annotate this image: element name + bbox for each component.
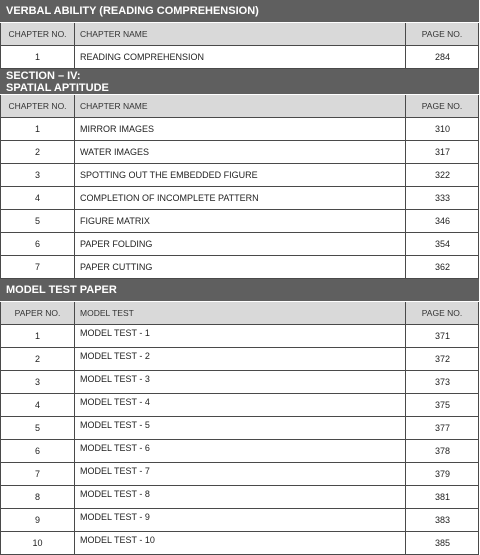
table-row <box>0 394 479 417</box>
header-paper-no: PAPER NO. <box>0 302 75 324</box>
table-row <box>0 210 479 233</box>
row-number: 2 <box>0 348 75 370</box>
row-number: 7 <box>0 256 75 278</box>
row-number: 1 <box>0 118 75 140</box>
row-page: 322 <box>406 164 479 186</box>
row-number: 7 <box>0 463 75 485</box>
section-title-model: MODEL TEST PAPER <box>0 279 479 302</box>
row-title: MODEL TEST - 9 <box>75 509 406 531</box>
row-title: MODEL TEST - 6 <box>75 440 406 462</box>
row-page: 383 <box>406 509 479 531</box>
row-title: FIGURE MATRIX <box>75 210 406 232</box>
table-row <box>0 187 479 210</box>
header-chapter-name: CHAPTER NAME <box>75 23 406 45</box>
table-row <box>0 509 479 532</box>
row-page: 377 <box>406 417 479 439</box>
row-title: MODEL TEST - 1 <box>75 325 406 347</box>
row-page: 310 <box>406 118 479 140</box>
row-number: 4 <box>0 187 75 209</box>
table-row <box>0 440 479 463</box>
row-page: 381 <box>406 486 479 508</box>
row-title: COMPLETION OF INCOMPLETE PATTERN <box>75 187 406 209</box>
row-number: 5 <box>0 417 75 439</box>
section-title-spatial-line2: SPATIAL APTITUDE <box>6 82 109 94</box>
header-page-no: PAGE NO. <box>406 23 479 45</box>
section-title-verbal: VERBAL ABILITY (READING COMPREHENSION) <box>0 0 479 23</box>
row-number: 5 <box>0 210 75 232</box>
section-title-spatial-line1: SECTION – IV: <box>6 70 81 82</box>
row-number: 2 <box>0 141 75 163</box>
row-page: 317 <box>406 141 479 163</box>
row-title: MODEL TEST - 8 <box>75 486 406 508</box>
row-page: 354 <box>406 233 479 255</box>
table-row <box>0 141 479 164</box>
row-title: PAPER CUTTING <box>75 256 406 278</box>
row-page: 362 <box>406 256 479 278</box>
header-page-no: PAGE NO. <box>406 302 479 324</box>
row-title: MODEL TEST - 5 <box>75 417 406 439</box>
row-number: 4 <box>0 394 75 416</box>
row-number: 6 <box>0 233 75 255</box>
row-number: 3 <box>0 371 75 393</box>
header-model-test: MODEL TEST <box>75 302 406 324</box>
row-page: 385 <box>406 532 479 554</box>
table-row <box>0 417 479 440</box>
row-number: 3 <box>0 164 75 186</box>
row-number: 8 <box>0 486 75 508</box>
table-row <box>0 486 479 509</box>
row-page: 346 <box>406 210 479 232</box>
table-row <box>0 463 479 486</box>
row-title: MODEL TEST - 4 <box>75 394 406 416</box>
row-number: 1 <box>0 46 75 68</box>
table-row <box>0 118 479 141</box>
table-header-spatial <box>0 95 479 118</box>
header-chapter-no: CHAPTER NO. <box>0 23 75 45</box>
table-row <box>0 348 479 371</box>
table-row <box>0 325 479 348</box>
row-page: 379 <box>406 463 479 485</box>
table-row <box>0 371 479 394</box>
row-title: SPOTTING OUT THE EMBEDDED FIGURE <box>75 164 406 186</box>
table-header-model <box>0 302 479 325</box>
table-header-verbal <box>0 23 479 46</box>
spatial-rows <box>0 118 479 279</box>
table-row <box>0 532 479 555</box>
row-number: 6 <box>0 440 75 462</box>
row-title: MODEL TEST - 3 <box>75 371 406 393</box>
verbal-rows <box>0 46 479 69</box>
section-title-spatial <box>0 69 479 95</box>
row-number: 9 <box>0 509 75 531</box>
row-page: 373 <box>406 371 479 393</box>
row-page: 371 <box>406 325 479 347</box>
row-page: 378 <box>406 440 479 462</box>
table-row <box>0 256 479 279</box>
header-page-no: PAGE NO. <box>406 95 479 117</box>
table-row <box>0 46 479 69</box>
row-page: 333 <box>406 187 479 209</box>
table-row <box>0 164 479 187</box>
row-title: PAPER FOLDING <box>75 233 406 255</box>
row-title: MODEL TEST - 2 <box>75 348 406 370</box>
row-title: MODEL TEST - 10 <box>75 532 406 554</box>
row-title: MODEL TEST - 7 <box>75 463 406 485</box>
row-page: 375 <box>406 394 479 416</box>
header-chapter-no: CHAPTER NO. <box>0 95 75 117</box>
row-title: READING COMPREHENSION <box>75 46 406 68</box>
row-number: 10 <box>0 532 75 554</box>
model-rows <box>0 325 479 555</box>
header-chapter-name: CHAPTER NAME <box>75 95 406 117</box>
table-row <box>0 233 479 256</box>
row-title: MIRROR IMAGES <box>75 118 406 140</box>
row-page: 372 <box>406 348 479 370</box>
row-title: WATER IMAGES <box>75 141 406 163</box>
row-page: 284 <box>406 46 479 68</box>
row-number: 1 <box>0 325 75 347</box>
